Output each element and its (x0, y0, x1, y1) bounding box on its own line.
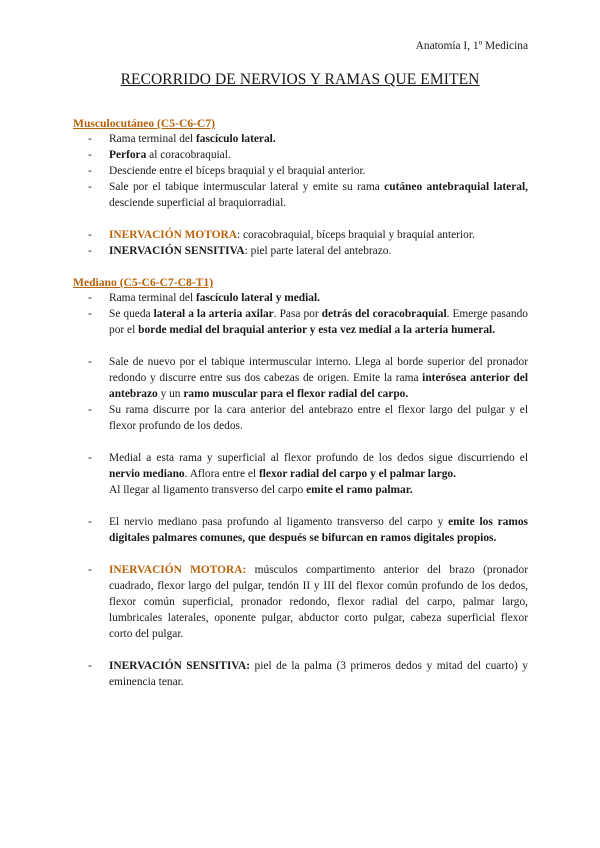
mediano-list (88, 290, 528, 690)
list-item: - Rama terminal del fascículo lateral y medial. (88, 290, 528, 306)
section-heading-musculocutaneo: Musculocutáneo (C5-C6-C7) (73, 117, 216, 130)
list-item-sensory: - INERVACIÓN SENSITIVA: piel parte lateral del antebrazo. (88, 243, 528, 259)
list-item: - Su rama discurre por la cara anterior del antebrazo entre el flexor largo del pulgar y el flexor profundo de los dedos. (88, 402, 528, 434)
list-item-motor: - INERVACIÓN MOTORA: coracobraquial, bíceps braquial y braquial anterior. (88, 227, 528, 243)
list-item: - Sale de nuevo por el tabique intermuscular interno. Llega al borde superior del pronador redondo y discurre entre sus dos cabezas de origen. Emite la rama interósea anterior del antebrazo y un ramo muscular para el flexor radial del carpo. (88, 354, 528, 402)
list-item-motor: - INERVACIÓN MOTORA: músculos compartimento anterior del brazo (pronador cuadrado, flexor largo del pulgar, tendón II y III del flexor común profundo de los dedos, flexor común superficial, pronador redondo, flexor radial del carpo, palmar largo, lumbricales laterales, oponente pulgar, abductor corto pulgar, cabeza superficial flexor corto del pulgar. (88, 562, 528, 642)
list-item-sensory: - INERVACIÓN SENSITIVA: piel de la palma (3 primeros dedos y mitad del cuarto) y eminencia tenar. (88, 658, 528, 690)
musculocutaneo-list (88, 131, 528, 259)
list-item: - El nervio mediano pasa profundo al ligamento transverso del carpo y emite los ramos digitales palmares comunes, que después se bifurcan en ramos digitales propios. (88, 514, 528, 546)
list-item: - Rama terminal del fascículo lateral. (88, 131, 528, 147)
list-item: - Medial a esta rama y superficial al flexor profundo de los dedos sigue discurriendo el nervio mediano. Aflora entre el flexor radial del carpo y el palmar largo. Al llegar al ligamento transverso del carpo emite el ramo palmar. (88, 450, 528, 498)
page-title: RECORRIDO DE NERVIOS Y RAMAS QUE EMITEN (120, 71, 480, 88)
list-item: - Perfora al coracobraquial. (88, 147, 528, 163)
list-item: - Desciende entre el bíceps braquial y el braquial anterior. (88, 163, 528, 179)
list-item: - Se queda lateral a la arteria axilar. Pasa por detrás del coracobraquial. Emerge pasando por el borde medial del braquial anterior y esta vez medial a la arteria humeral. (88, 306, 528, 338)
list-item: - Sale por el tabique intermuscular lateral y emite su rama cutáneo antebraquial lateral, desciende superficial al braquiorradial. (88, 179, 528, 211)
page-header: Anatomía I, 1º Medicina (415, 40, 528, 52)
section-heading-mediano: Mediano (C5-C6-C7-C8-T1) (73, 276, 214, 289)
